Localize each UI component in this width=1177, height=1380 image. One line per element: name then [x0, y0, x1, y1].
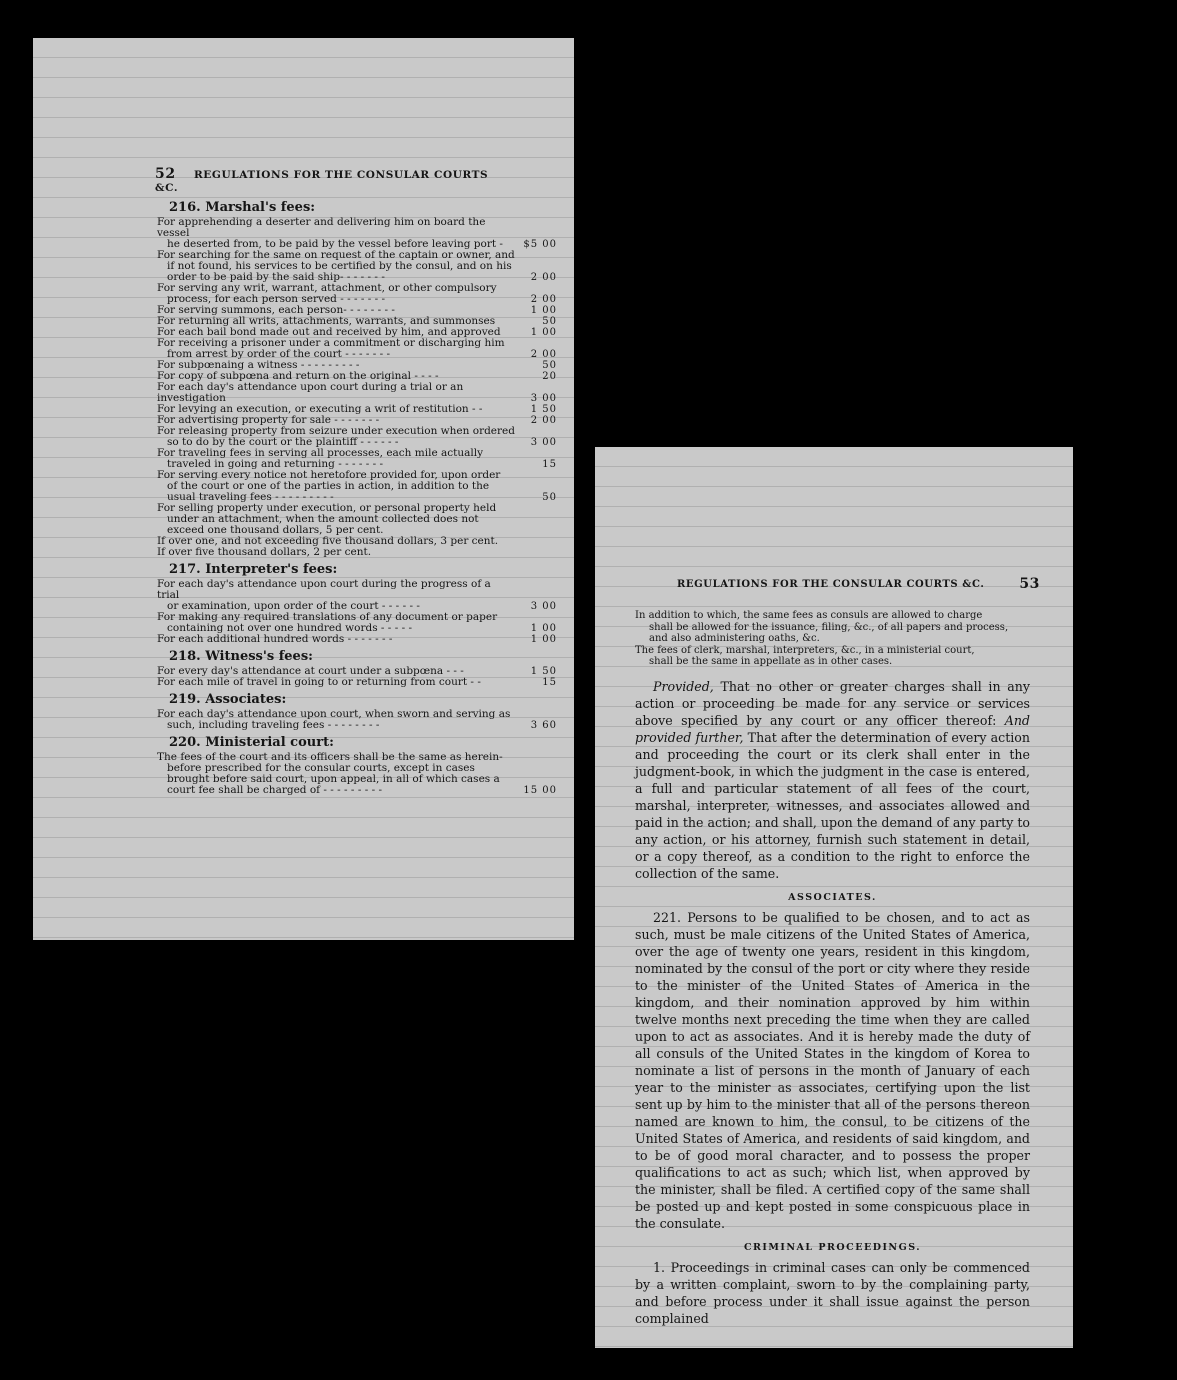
fee-description-line: For serving any writ, warrant, attachment, or other compulsory — [157, 282, 497, 294]
fee-amount: 1 50 — [530, 404, 557, 415]
fee-amount: 2 00 — [530, 349, 557, 360]
fee-description — [157, 634, 515, 645]
section-218-title: 218. Witness's fees: — [169, 649, 313, 664]
fee-description-continuation: so to do by the court or the plaintiff - - - - - - — [167, 436, 399, 448]
criminal-proceedings-paragraph: 1. Proceedings in criminal cases can only be commenced by a written complaint, sworn to by the complaining party, and before process under it shall issue against the person complained — [635, 1259, 1030, 1326]
fee-row — [157, 579, 557, 612]
fee-description-line: For levying an execution, or executing a writ of restitution - - — [157, 403, 483, 415]
fee-amount: 20 — [542, 371, 557, 382]
fee-amount: 1 00 — [530, 623, 557, 634]
fee-row — [157, 752, 557, 796]
fee-description-line: For selling property under execution, or personal property held — [157, 502, 497, 514]
fee-amount: $5 00 — [523, 239, 557, 250]
associates-fees-list — [157, 709, 557, 731]
fee-amount: 2 00 — [530, 415, 557, 426]
fee-row — [157, 217, 557, 250]
fee-amount: 50 — [542, 316, 557, 327]
fee-description — [157, 426, 515, 448]
fee-row — [157, 250, 557, 283]
fee-amount: 1 50 — [530, 666, 557, 677]
ministerial-court-fees-list — [157, 752, 557, 796]
fee-description — [157, 448, 515, 470]
fee-description-line: For copy of subpœna and return on the original - - - - — [157, 370, 439, 382]
interpreter-fees-list — [157, 579, 557, 645]
fee-description — [157, 250, 515, 283]
fee-description-line: For each day's attendance upon court, when sworn and serving as — [157, 708, 511, 720]
right-page-number: 53 — [1019, 576, 1040, 592]
fees-note-line: The fees of clerk, marshal, interpreters, &c., in a ministerial court, — [635, 644, 975, 656]
provided-italic: Provided, — [653, 678, 714, 694]
fees-note-paragraph — [635, 645, 1030, 668]
fee-amount: 3 00 — [530, 393, 557, 404]
fee-description — [157, 579, 515, 612]
fees-note-line: In addition to which, the same fees as consuls are allowed to charge — [635, 610, 983, 621]
section-221-paragraph: 221. Persons to be qualified to be chosen, and to act as such, must be male citizens of the United States of America, over the age of twenty one years, resident in this kingdom, nominated by the consul of the port or city where they reside to the minister of the United States of America in the kingdom, and their nomination approved by him within twelve months next preceding the time when they are called upon to act as associates. And it is hereby made the duty of all consuls of the United States in the kingdom of Korea to nominate a list of persons in the month of January of each year to the minister as associates, certifying upon the list sent up by him to the minister that all of the persons thereon named are known to him, the consul, to be citizens of the United States of America, and residents of said kingdom, and to be of good moral character, and to possess the proper qualifications to act as such; which list, when approved by the minister, shall be filed. A certified copy of the same shall be posted up and kept posted in some conspicuous place in the consulate. — [635, 909, 1030, 1231]
section-217-title: 217. Interpreter's fees: — [169, 562, 338, 577]
fee-amount: 15 — [542, 677, 557, 688]
fee-description-line: For each additional hundred words - - - - - - - — [157, 633, 393, 645]
section-219-title: 219. Associates: — [169, 692, 287, 707]
fee-description-line: The fees of the court and its officers shall be the same as herein- — [157, 751, 503, 763]
fees-note-continuation: shall be the same in appellate as in other cases. — [649, 656, 893, 667]
fee-row — [157, 382, 557, 404]
fee-row — [157, 503, 557, 536]
fee-amount: 3 00 — [530, 437, 557, 448]
fee-amount: 2 00 — [530, 294, 557, 305]
fee-description — [157, 338, 515, 360]
section-216-title: 216. Marshal's fees: — [169, 200, 316, 215]
witness-fees-list — [157, 666, 557, 688]
fee-description — [157, 283, 515, 305]
fee-description-line: For serving every notice not heretofore provided for, upon order — [157, 469, 501, 481]
fee-description — [157, 470, 515, 503]
left-page — [33, 38, 574, 940]
fee-row — [157, 448, 557, 470]
fees-note-paragraph — [635, 610, 1030, 645]
fee-row — [157, 612, 557, 634]
fee-row — [157, 470, 557, 503]
right-page-header — [677, 576, 1040, 592]
provided-further-italic: And provided further, — [635, 712, 1030, 745]
fee-description — [157, 612, 515, 634]
fee-amount: 3 00 — [530, 601, 557, 612]
fee-row — [157, 634, 557, 645]
fee-row — [157, 709, 557, 731]
fee-description-line: For each mile of travel in going to or returning from court - - — [157, 676, 481, 688]
fee-description-continuation: before prescribed for the consular courts, except in cases brought before said court, upon appeal, in all of which cases a court fee shall be charged of - - - - - - - - - — [167, 762, 500, 796]
fee-amount: 1 00 — [530, 327, 557, 338]
fee-description — [157, 709, 515, 731]
fee-row — [157, 283, 557, 305]
fee-amount: 15 — [542, 459, 557, 470]
left-running-head: REGULATIONS FOR THE CONSULAR COURTS &C. — [155, 169, 489, 194]
fees-note-continuation: shall be allowed for the issuance, filing, &c., of all papers and process, and also administering oaths, &c. — [649, 621, 1009, 644]
fee-amount: 1 00 — [530, 634, 557, 645]
fee-description-continuation: from arrest by order of the court - - - - - - - — [167, 348, 391, 360]
fee-description-line: For apprehending a deserter and delivering him on board the vessel — [157, 216, 486, 239]
fee-description — [157, 217, 515, 250]
fee-description-line: For each day's attendance upon court during a trial or an investigation — [157, 381, 464, 404]
fee-description-continuation: or examination, upon order of the court - - - - - - — [167, 600, 420, 612]
fee-description-continuation: under an attachment, when the amount collected does not exceed one thousand dollars, 5 per cent. — [167, 513, 479, 536]
fee-description-continuation: he deserted from, to be paid by the vessel before leaving port - — [167, 238, 503, 250]
fee-description-continuation: of the court or one of the parties in action, in addition to the usual traveling fees - - - - - - - - - — [167, 480, 490, 503]
fee-row — [157, 677, 557, 688]
fee-description — [157, 677, 515, 688]
fee-amount: 15 00 — [523, 785, 557, 796]
fee-description-line: For advertising property for sale - - - - - - - — [157, 414, 380, 426]
fee-amount: 50 — [542, 360, 557, 371]
fee-row — [157, 338, 557, 360]
right-running-head: REGULATIONS FOR THE CONSULAR COURTS &C. — [677, 579, 985, 590]
fee-description-line: For traveling fees in serving all processes, each mile actually — [157, 447, 484, 459]
fee-amount: 1 00 — [530, 305, 557, 316]
fee-amount: 50 — [542, 492, 557, 503]
fee-amount: 2 00 — [530, 272, 557, 283]
fee-description-continuation: if not found, his services to be certified by the consul, and on his order to be paid by the said ship- - - - - - - — [167, 260, 512, 283]
fee-row — [157, 426, 557, 448]
fee-description — [157, 752, 515, 796]
fee-description-line: For each bail bond made out and received by him, and approved — [157, 326, 501, 338]
provided-text: That no other or greater charges shall in any action or proceeding be made for any service or services above specified by any court or any officer thereof: — [635, 678, 1030, 728]
section-220-title: 220. Ministerial court: — [169, 735, 334, 750]
fee-description-continuation: process, for each person served - - - - - - - — [167, 293, 386, 305]
fee-extra-line: If over one, and not exceeding five thousand dollars, 3 per cent. — [157, 535, 499, 547]
left-page-header — [155, 166, 500, 194]
fee-description-continuation: such, including traveling fees - - - - - - - - — [167, 719, 380, 731]
fee-description-line: For searching for the same on request of the captain or owner, and — [157, 249, 515, 261]
provided-text-2: That after the determination of every action and proceeding the court or its clerk shall enter in the judgment-book, in which the judgment in the case is entered, a full and particular statement of all fees of the court, marshal, interpreter, witnesses, and associates allowed and paid in the action; and shall, upon the demand of any party to any action, or his attorney, furnish such statement in detail, or a copy thereof, as a condition to the right to enforce the collection of the same. — [635, 729, 1030, 881]
fee-description-line: For receiving a prisoner under a commitment or discharging him — [157, 337, 505, 349]
right-page-content — [635, 610, 1030, 1327]
fee-description-line: For serving summons, each person- - - - - - - - — [157, 304, 395, 316]
fee-description-line: For every day's attendance at court under a subpœna - - - — [157, 665, 464, 677]
fee-description — [157, 503, 515, 536]
right-page — [595, 447, 1073, 1348]
fee-description-continuation: containing not over one hundred words - - - - - — [167, 622, 413, 634]
associates-heading: ASSOCIATES. — [788, 891, 877, 903]
fee-amount: 3 60 — [530, 720, 557, 731]
fee-description-line: For returning all writs, attachments, warrants, and summonses — [157, 315, 496, 327]
fee-description-line: For subpœnaing a witness - - - - - - - - - — [157, 359, 360, 371]
fee-description-continuation: traveled in going and returning - - - - - - - — [167, 458, 384, 470]
marshal-fees-list — [157, 217, 557, 536]
provided-paragraph — [635, 678, 1030, 882]
fee-extra-line: If over five thousand dollars, 2 per cent. — [157, 546, 372, 558]
fee-description-line: For making any required translations of any document or paper — [157, 611, 498, 623]
fee-description — [157, 382, 515, 404]
fee-description-line: For releasing property from seizure under execution when ordered — [157, 425, 515, 437]
left-page-number: 52 — [155, 166, 176, 182]
left-page-content — [157, 196, 557, 796]
fee-description-line: For each day's attendance upon court during the progress of a trial — [157, 578, 491, 601]
criminal-proceedings-heading: CRIMINAL PROCEEDINGS. — [743, 1241, 922, 1253]
